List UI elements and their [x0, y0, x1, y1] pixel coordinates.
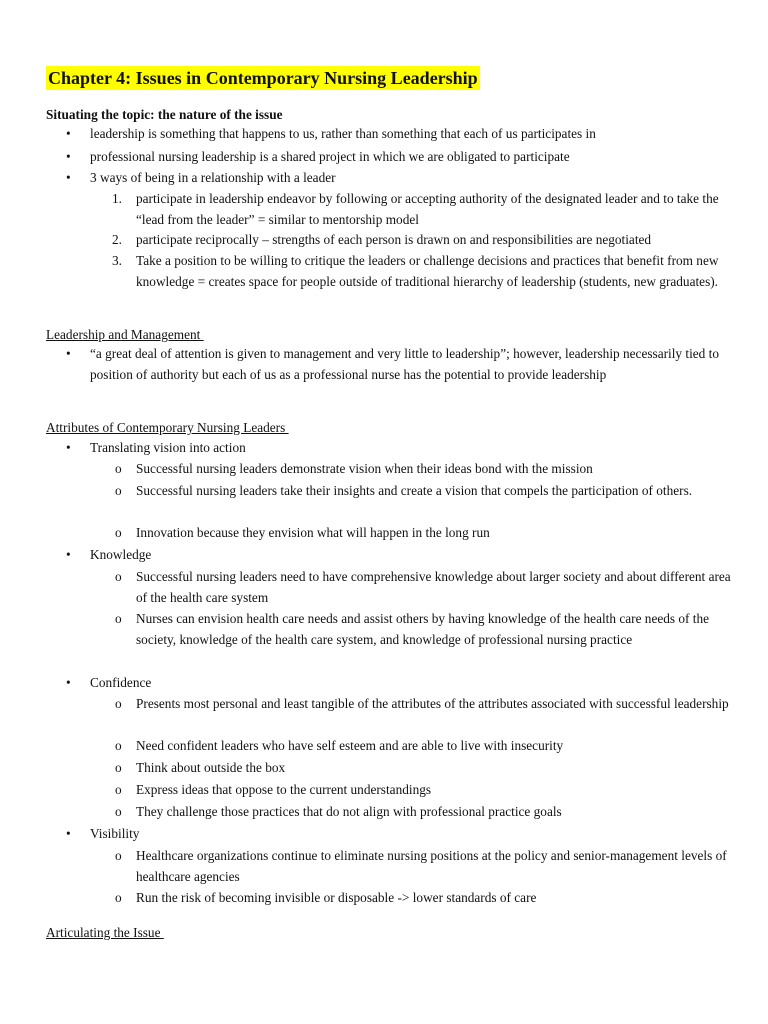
- attribute-confidence: Confidence: [90, 675, 152, 690]
- sub-bullet-icon: o: [115, 696, 122, 711]
- sub-bullet-icon: o: [115, 569, 122, 584]
- way-text-3: Take a position to be willing to critique the leaders or challenge decisions and practices that benefit from new knowledge = creates space for people outside of traditional hierarchy of leadership (students, new graduates).: [136, 253, 719, 289]
- way-number-1: 1.: [112, 191, 122, 206]
- knowledge-item-2: Nurses can envision health care needs and assist others by having knowledge of the health care needs of the society, knowledge of the health care system, and knowledge of professional nursing practice: [136, 611, 710, 647]
- vision-item-1: Successful nursing leaders demonstrate vision when their ideas bond with the mission: [136, 461, 593, 476]
- situating-bullet-3: 3 ways of being in a relationship with a leader: [90, 170, 336, 185]
- vision-item-3: Innovation because they envision what will happen in the long run: [136, 525, 490, 540]
- way-text-1: participate in leadership endeavor by following or accepting authority of the designated leader and to take the “lead from the leader” = similar to mentorship model: [136, 191, 719, 227]
- situating-heading: Situating the topic: the nature of the issue: [46, 107, 283, 122]
- articulating-heading: Articulating the Issue: [46, 925, 164, 940]
- bullet-icon: •: [66, 826, 71, 841]
- leadership-management-heading: Leadership and Management: [46, 327, 204, 342]
- sub-bullet-icon: o: [115, 461, 122, 476]
- bullet-icon: •: [66, 547, 71, 562]
- bullet-icon: •: [66, 675, 71, 690]
- way-number-2: 2.: [112, 232, 122, 247]
- sub-bullet-icon: o: [115, 890, 122, 905]
- vision-item-2: Successful nursing leaders take their insights and create a vision that compels the participation of others.: [136, 483, 693, 498]
- confidence-item-1: Presents most personal and least tangible of the attributes of the attributes associated with successful leadership: [136, 696, 729, 711]
- confidence-item-2: Need confident leaders who have self esteem and are able to live with insecurity: [136, 738, 564, 753]
- confidence-item-5: They challenge those practices that do not align with professional practice goals: [136, 804, 562, 819]
- attributes-heading: Attributes of Contemporary Nursing Leaders: [46, 420, 289, 435]
- sub-bullet-icon: o: [115, 525, 122, 540]
- way-number-3: 3.: [112, 253, 122, 268]
- situating-bullet-1: leadership is something that happens to us, rather than something that each of us participates in: [90, 126, 596, 141]
- confidence-item-4: Express ideas that oppose to the current understandings: [136, 782, 432, 797]
- sub-bullet-icon: o: [115, 483, 122, 498]
- bullet-icon: •: [66, 149, 71, 164]
- confidence-item-3: Think about outside the box: [136, 760, 286, 775]
- sub-bullet-icon: o: [115, 738, 122, 753]
- sub-bullet-icon: o: [115, 611, 122, 626]
- sub-bullet-icon: o: [115, 782, 122, 797]
- bullet-icon: •: [66, 126, 71, 141]
- knowledge-item-1: Successful nursing leaders need to have comprehensive knowledge about larger society and about different area of the health care system: [136, 569, 731, 605]
- leadership-management-bullet: “a great deal of attention is given to management and very little to leadership”; however, leadership necessarily tied to position of authority but each of us as a professional nurse has the potential to provide leadership: [90, 346, 719, 382]
- sub-bullet-icon: o: [115, 804, 122, 819]
- bullet-icon: •: [66, 346, 71, 361]
- visibility-item-2: Run the risk of becoming invisible or disposable -> lower standards of care: [136, 890, 537, 905]
- sub-bullet-icon: o: [115, 848, 122, 863]
- bullet-icon: •: [66, 170, 71, 185]
- attribute-translating-vision: Translating vision into action: [90, 440, 246, 455]
- bullet-icon: •: [66, 440, 71, 455]
- attribute-knowledge: Knowledge: [90, 547, 152, 562]
- visibility-item-1: Healthcare organizations continue to eliminate nursing positions at the policy and senior-management levels of healthcare agencies: [136, 848, 727, 884]
- situating-bullet-2: professional nursing leadership is a shared project in which we are obligated to participate: [90, 149, 570, 164]
- way-text-2: participate reciprocally – strengths of each person is drawn on and responsibilities are negotiated: [136, 232, 652, 247]
- attribute-visibility: Visibility: [90, 826, 140, 841]
- sub-bullet-icon: o: [115, 760, 122, 775]
- page-title: Chapter 4: Issues in Contemporary Nursing Leadership: [48, 68, 478, 88]
